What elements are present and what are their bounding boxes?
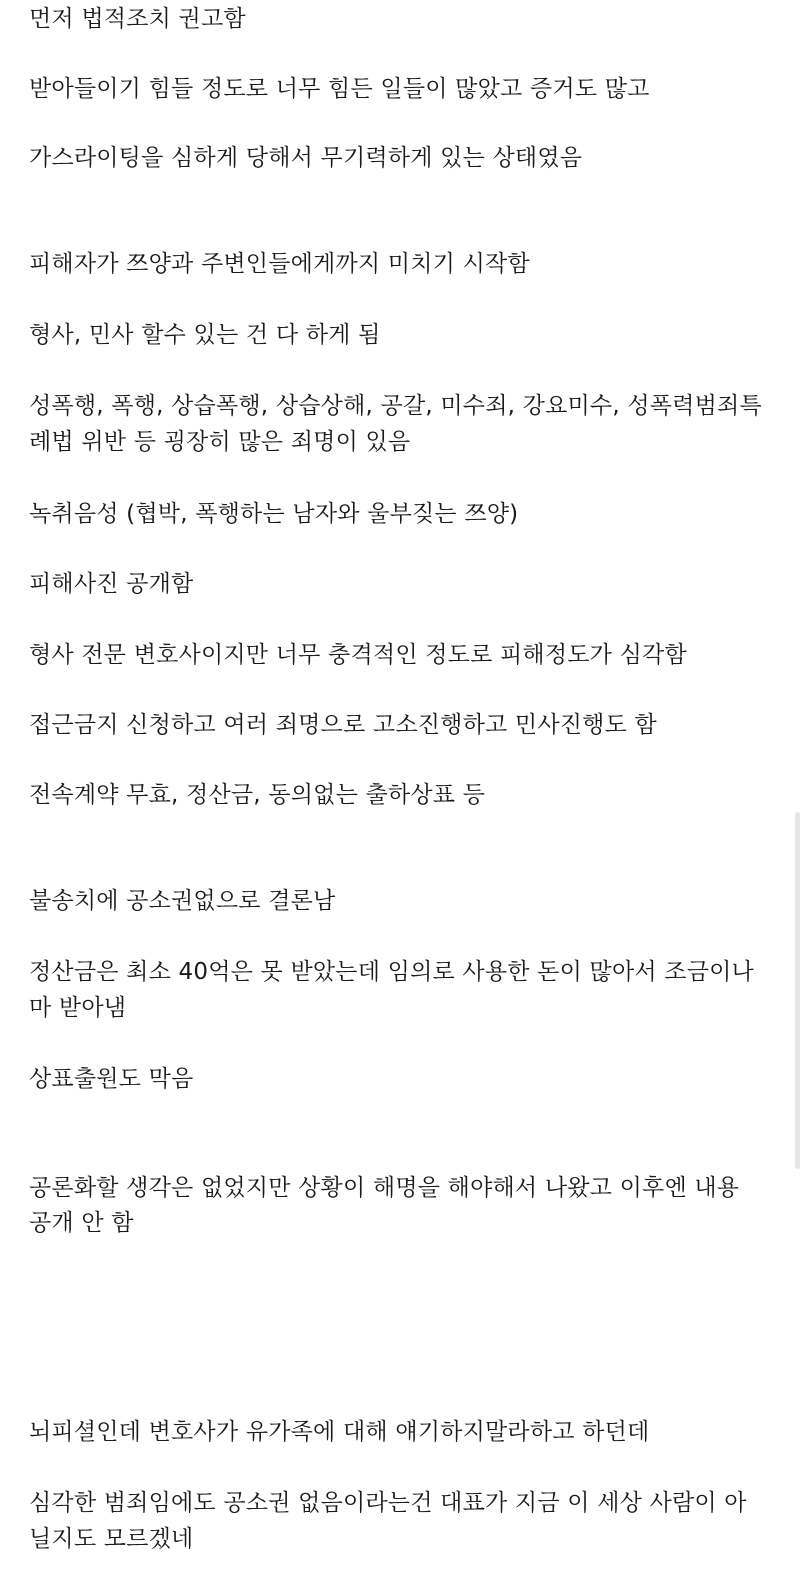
text-line: 공개 안 함 [29, 1210, 134, 1236]
text-line: 피해자가 쯔양과 주변인들에게까지 미치기 시작함 [29, 251, 530, 277]
text-line: 례법 위반 등 굉장히 많은 죄명이 있음 [29, 429, 411, 455]
text-line: 피해사진 공개함 [29, 571, 194, 597]
text-line: 정산금은 최소 40억은 못 받았는데 임의로 사용한 돈이 많아서 조금이나 [29, 959, 754, 985]
scrollbar[interactable] [795, 812, 800, 1169]
text-line: 공론화할 생각은 없었지만 상황이 해명을 해야해서 나왔고 이후엔 내용 [29, 1175, 740, 1201]
text-line: 불송치에 공소권없으로 결론남 [29, 888, 336, 914]
text-line: 접근금지 신청하고 여러 죄명으로 고소진행하고 민사진행도 함 [29, 712, 657, 738]
text-line: 상표출원도 막음 [29, 1066, 194, 1092]
text-line: 가스라이팅을 심하게 당해서 무기력하게 있는 상태였음 [29, 145, 583, 171]
text-line: 성폭행, 폭행, 상습폭행, 상습상해, 공갈, 미수죄, 강요미수, 성폭력범죄특 [29, 393, 762, 419]
text-line: 받아들이기 힘들 정도로 너무 힘든 일들이 많았고 증거도 많고 [29, 76, 650, 102]
text-line: 먼저 법적조치 권고함 [29, 6, 246, 32]
text-line: 심각한 범죄임에도 공소권 없음이라는건 대표가 지금 이 세상 사람이 아 [29, 1490, 747, 1516]
text-line: 형사, 민사 할수 있는 건 다 하게 됨 [29, 322, 381, 348]
text-line: 뇌피셜인데 변호사가 유가족에 대해 얘기하지말라하고 하던데 [29, 1419, 650, 1445]
text-line: 녹취음성 (협박, 폭행하는 남자와 울부짖는 쯔양) [29, 501, 519, 527]
text-line: 닐지도 모르겠네 [29, 1526, 194, 1552]
text-line: 마 받아냄 [29, 995, 127, 1021]
text-line: 전속계약 무효, 정산금, 동의없는 출하상표 등 [29, 782, 486, 808]
text-line: 형사 전문 변호사이지만 너무 충격적인 정도로 피해정도가 심각함 [29, 642, 687, 668]
